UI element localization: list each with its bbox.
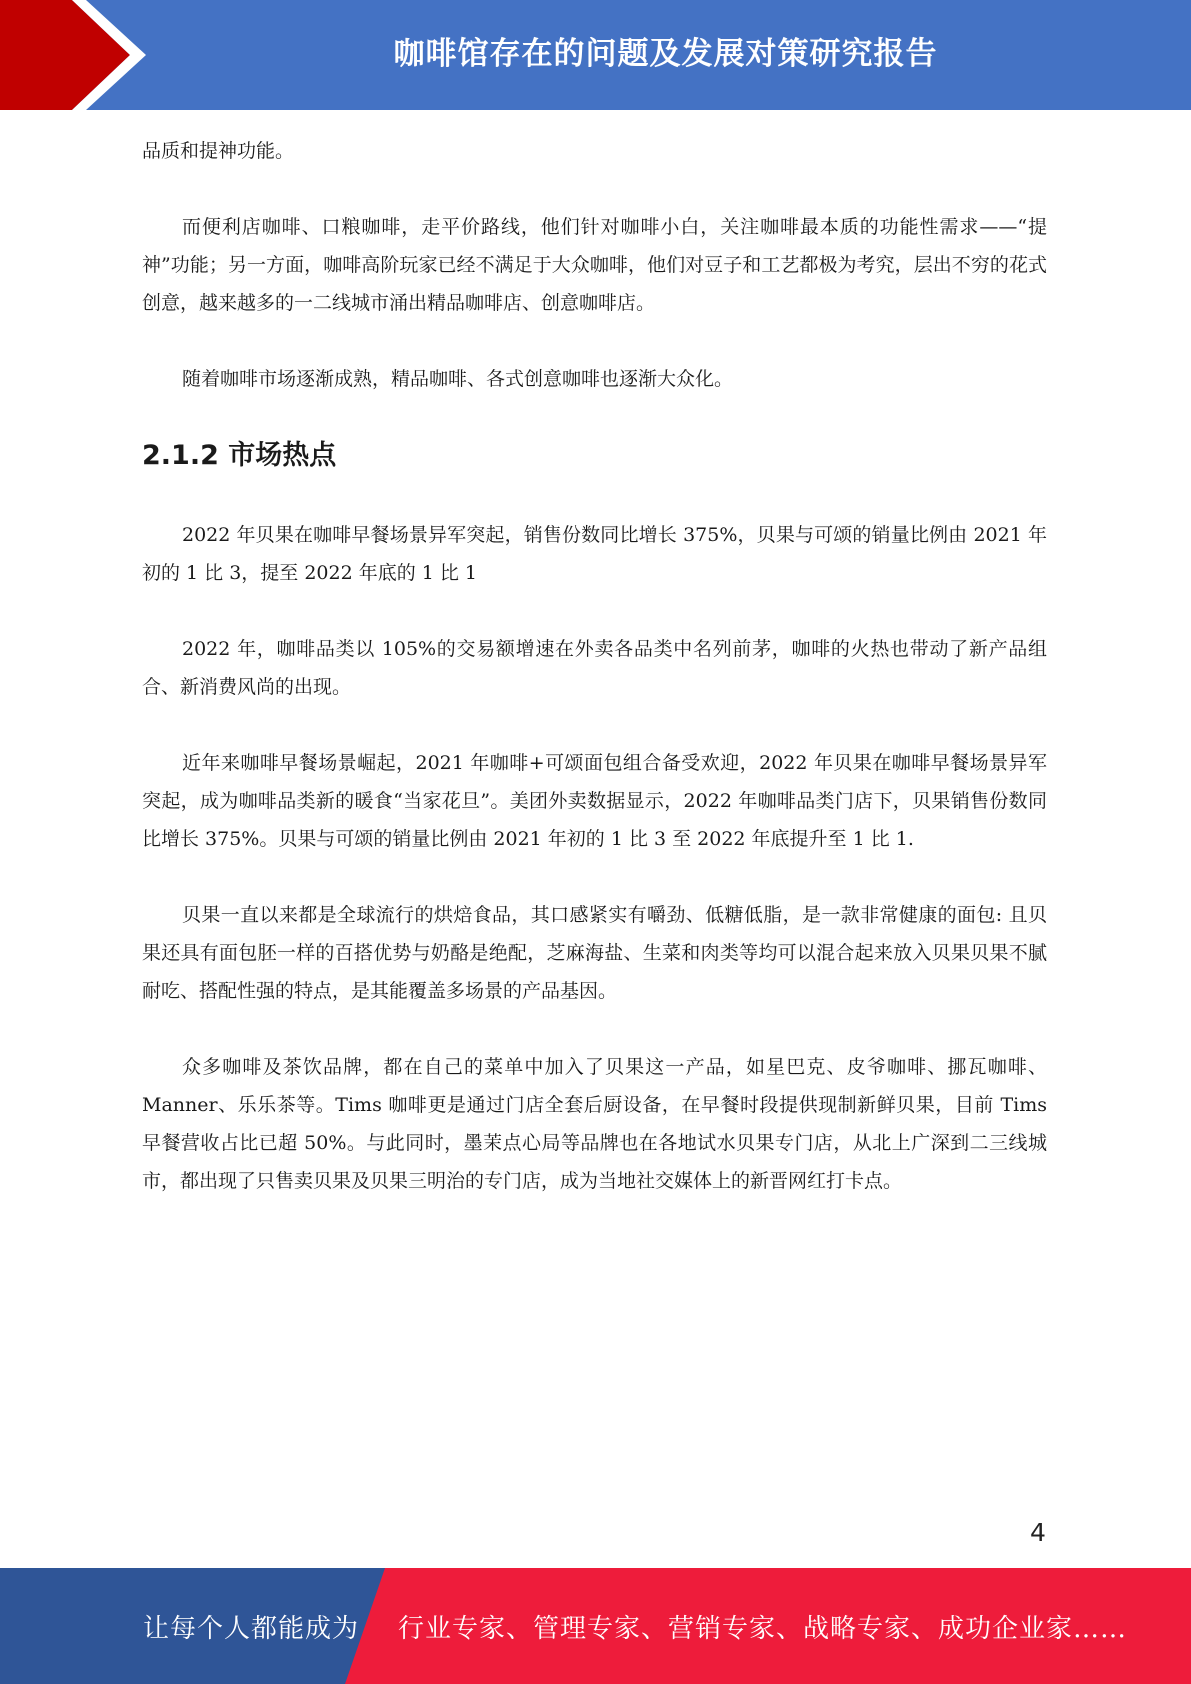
paragraph: 2022 年贝果在咖啡早餐场景异军突起，销售份数同比增长 375%，贝果与可颂的销量比例由 2021 年初的 1 比 3，提至 2022 年底的 1 比 1 bbox=[142, 524, 1047, 584]
page-number: 4 bbox=[1030, 1518, 1046, 1547]
paragraph: 品质和提神功能。 bbox=[142, 140, 295, 162]
paragraph: 众多咖啡及茶饮品牌，都在自己的菜单中加入了贝果这一产品，如星巴克、皮爷咖啡、挪瓦咖啡、Manner、乐乐茶等。Tims 咖啡更是通过门店全套后厨设备，在早餐时段提供现制新鲜贝果，目前 Tims 早餐营收占比已超 50%。与此同时，墨茉点心局等品牌也在各地试水贝果专门店，从北上广深到二三线城市，都出现了只售卖贝果及贝果三明治的专门店，成为当地社交媒体上的新晋网红打卡点。 bbox=[142, 1056, 1047, 1192]
page-header bbox=[0, 0, 1191, 110]
paragraph: 随着咖啡市场逐渐成熟，精品咖啡、各式创意咖啡也逐渐大众化。 bbox=[182, 368, 734, 390]
section-heading: 2.1.2 市场热点 bbox=[142, 440, 337, 471]
paragraph: 贝果一直以来都是全球流行的烘焙食品，其口感紧实有嚼劲、低糖低脂，是一款非常健康的面包: 且贝果还具有面包胚一样的百搭优势与奶酪是绝配，芝麻海盐、生菜和肉类等均可以混合起来放入贝果贝果不腻耐吃、搭配性强的特点，是其能覆盖多场景的产品基因。 bbox=[142, 904, 1047, 1002]
paragraph: 2022 年，咖啡品类以 105%的交易额增速在外卖各品类中名列前茅，咖啡的火热也带动了新产品组合、新消费风尚的出现。 bbox=[142, 638, 1047, 698]
footer-slogan-left: 让每个人都能成为 bbox=[143, 1614, 360, 1644]
footer-slogan-right: 行业专家、管理专家、营销专家、战略专家、成功企业家…… bbox=[398, 1614, 1128, 1644]
paragraph: 而便利店咖啡、口粮咖啡，走平价路线，他们针对咖啡小白，关注咖啡最本质的功能性需求——“提神”功能；另一方面，咖啡高阶玩家已经不满足于大众咖啡，他们对豆子和工艺都极为考究，层出不穷的花式创意，越来越多的一二线城市涌出精品咖啡店、创意咖啡店。 bbox=[142, 216, 1047, 314]
document-title: 咖啡馆存在的问题及发展对策研究报告 bbox=[393, 36, 938, 72]
page-footer bbox=[0, 1568, 1191, 1684]
paragraph: 近年来咖啡早餐场景崛起，2021 年咖啡+可颂面包组合备受欢迎，2022 年贝果在咖啡早餐场景异军突起，成为咖啡品类新的暖食“当家花旦”。美团外卖数据显示，2022 年咖啡品类门店下，贝果销售份数同比增长 375%。贝果与可颂的销量比例由 2021 年初的 1 比 3 至 2022 年底提升至 1 比 1. bbox=[142, 752, 1047, 850]
document-body bbox=[142, 132, 1047, 1238]
